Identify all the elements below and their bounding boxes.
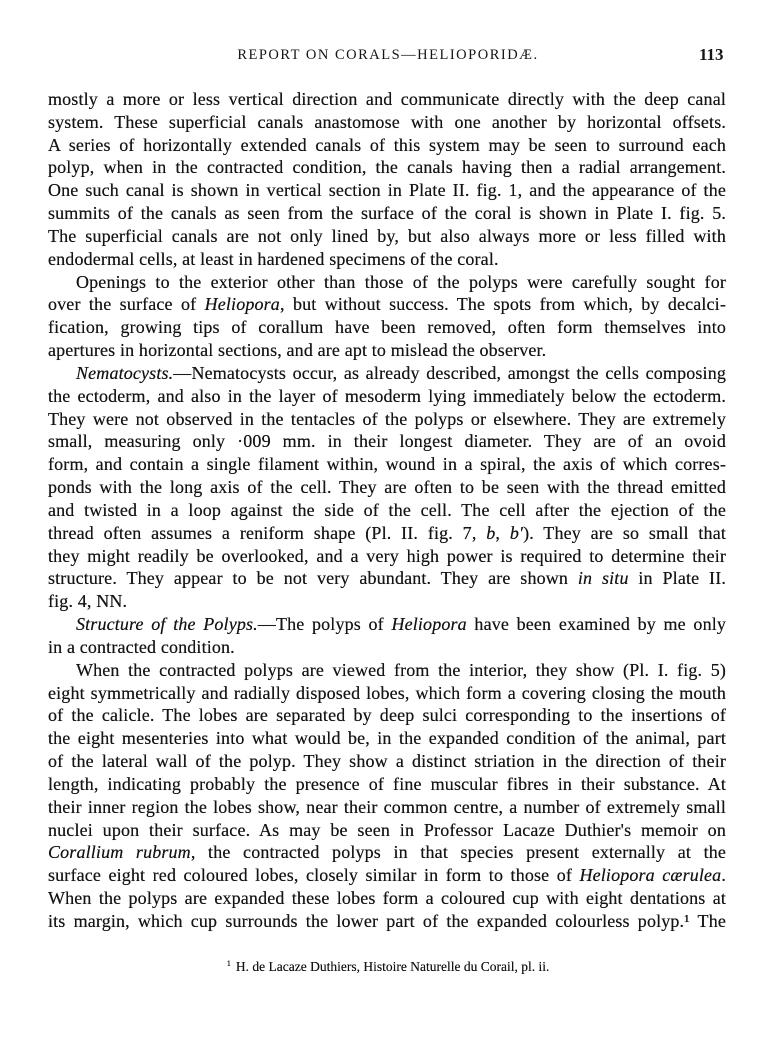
text-line bbox=[48, 841, 726, 864]
text-run: When the polyps are expanded these lobes form a coloured cup with eight dentations at bbox=[48, 887, 726, 908]
text-line bbox=[48, 385, 726, 408]
text-line bbox=[48, 613, 726, 636]
text-run: their inner region the lobes show, near their common centre, a number of extremely small bbox=[48, 796, 726, 817]
text-run: surface eight red coloured lobes, closely similar in form to those of bbox=[48, 865, 580, 886]
text-line bbox=[48, 864, 726, 887]
text-line bbox=[48, 499, 726, 522]
running-head: REPORT ON CORALS—HELIOPORIDÆ. bbox=[237, 47, 539, 63]
text-run: of the lateral wall of the polyp. They show a distinct striation in the direction of their bbox=[48, 751, 726, 772]
paragraph-structure-of-polyps bbox=[48, 613, 726, 659]
text-run: eight symmetrically and radially disposed lobes, which form a covering closing the mouth bbox=[48, 682, 726, 703]
text-run: When the contracted polyps are viewed from the interior, they show (Pl. I. fig. 5) bbox=[76, 659, 726, 680]
text-run: its margin, which cup surrounds the lower part of the expanded colourless polyp.¹ The bbox=[48, 910, 726, 931]
text-line bbox=[48, 636, 726, 659]
footnote-marker: 1 bbox=[226, 958, 231, 968]
text-run: and twisted in a loop against the side of the cell. The cell after the ejection of the bbox=[48, 499, 726, 520]
text-run: in a contracted condition. bbox=[48, 636, 235, 657]
footnote-text: H. de Lacaze Duthiers, Histoire Naturelle du Corail, pl. ii. bbox=[235, 959, 550, 974]
text-run: small, measuring only ·009 mm. in their longest diameter. They are of an ovoid bbox=[48, 431, 726, 452]
text-run: A series of horizontally extended canals of this system may be seen to surround each bbox=[48, 134, 726, 155]
text-line bbox=[48, 408, 726, 431]
text-run: the ectoderm, and also in the layer of mesoderm lying immediately below the ectoderm. bbox=[48, 385, 726, 406]
text-run: of the calicle. The lobes are separated by deep sulci corresponding to the insertions of bbox=[48, 705, 726, 726]
text-line bbox=[48, 88, 726, 111]
text-line bbox=[48, 750, 726, 773]
text-line bbox=[48, 271, 726, 294]
text-run: —The polyps of bbox=[257, 614, 392, 635]
italic-term: b bbox=[486, 522, 496, 543]
text-run: in Plate II. bbox=[628, 568, 726, 589]
paragraph-nematocysts bbox=[48, 362, 726, 613]
text-run: polyp, when in the contracted condition, the canals having then a radial arrangement. bbox=[48, 157, 726, 178]
italic-term: Nematocysts. bbox=[76, 362, 174, 383]
text-run: ponds with the long axis of the cell. They are often to be seen with the thread emitted bbox=[48, 477, 726, 498]
text-run: One such canal is shown in vertical section in Plate II. fig. 1, and the appearance of the bbox=[48, 180, 726, 201]
text-line bbox=[48, 796, 726, 819]
text-run: system. These superficial canals anastomose with one another by horizontal offsets. bbox=[48, 111, 726, 132]
text-line bbox=[48, 134, 726, 157]
text-run: ). They are so small that bbox=[523, 522, 726, 543]
text-line bbox=[48, 727, 726, 750]
text-line bbox=[48, 293, 726, 316]
text-run: endodermal cells, at least in hardened specimens of the coral. bbox=[48, 248, 499, 269]
text-run: fig. 4, NN. bbox=[48, 591, 128, 612]
text-run: , bbox=[495, 522, 510, 543]
text-run: fication, growing tips of corallum have been removed, often form themselves into bbox=[48, 317, 726, 338]
text-line bbox=[48, 704, 726, 727]
text-line bbox=[48, 659, 726, 682]
text-run: summits of the canals as seen from the surface of the coral is shown in Plate I. fig. 5. bbox=[48, 203, 726, 224]
text-run: apertures in horizontal sections, and are apt to mislead the observer. bbox=[48, 340, 547, 361]
text-line bbox=[48, 225, 726, 248]
footnote bbox=[0, 958, 776, 975]
text-run: —Nematocysts occur, as already described, amongst the cells composing bbox=[173, 362, 726, 383]
italic-term: in situ bbox=[577, 568, 629, 589]
text-run: . bbox=[721, 865, 726, 886]
text-line bbox=[48, 682, 726, 705]
text-line bbox=[48, 430, 726, 453]
text-line bbox=[48, 111, 726, 134]
text-line bbox=[48, 156, 726, 179]
text-run: over the surface of bbox=[48, 294, 205, 315]
text-line bbox=[48, 887, 726, 910]
text-line bbox=[48, 476, 726, 499]
italic-term: Corallium rubrum bbox=[48, 842, 191, 863]
text-run: mostly a more or less vertical direction and communicate directly with the deep canal bbox=[48, 89, 726, 109]
text-line bbox=[48, 522, 726, 545]
italic-term: Heliopora cærulea bbox=[579, 865, 722, 886]
italic-term: b′ bbox=[509, 522, 524, 543]
text-run: form, and contain a single filament within, wound in a spiral, the axis of which corres- bbox=[48, 454, 726, 475]
page-number: 113 bbox=[699, 45, 724, 64]
text-run: Openings to the exterior other than those of the polyps were carefully sought for bbox=[76, 271, 726, 292]
text-line bbox=[48, 590, 726, 613]
text-line bbox=[48, 567, 726, 590]
text-run: The superficial canals are not only lined by, but also always more or less filled with bbox=[48, 225, 726, 246]
italic-term: Structure of the Polyps. bbox=[76, 614, 258, 635]
text-line bbox=[48, 179, 726, 202]
text-line bbox=[48, 773, 726, 796]
text-run: They were not observed in the tentacles of the polyps or elsewhere. They are extremely bbox=[48, 408, 726, 429]
text-run: nuclei upon their surface. As may be seen in Professor Lacaze Duthier's memoir on bbox=[48, 819, 726, 840]
text-line bbox=[48, 453, 726, 476]
text-run: , the contracted polyps in that species present externally at the bbox=[190, 842, 727, 863]
text-run: they might readily be overlooked, and a very high power is required to determine their bbox=[48, 545, 726, 566]
text-run: the eight mesenteries into what would be, in the expanded condition of the animal, part bbox=[48, 728, 726, 749]
text-run: structure. They appear to be not very abundant. They are shown bbox=[48, 568, 578, 589]
text-line bbox=[48, 910, 726, 933]
text-line bbox=[48, 362, 726, 385]
text-line bbox=[48, 316, 726, 339]
paragraph-openings bbox=[48, 271, 726, 362]
text-line bbox=[48, 202, 726, 225]
text-line bbox=[48, 339, 726, 362]
paragraph-contracted-polyps bbox=[48, 659, 726, 933]
paragraph-canal-system-continued bbox=[48, 88, 726, 271]
text-line bbox=[48, 545, 726, 568]
text-line bbox=[48, 248, 726, 271]
text-run: thread often assumes a reniform shape (Pl. II. fig. 7, bbox=[48, 522, 487, 543]
italic-term: Heliopora bbox=[204, 294, 280, 315]
text-line bbox=[48, 819, 726, 842]
italic-term: Heliopora bbox=[391, 614, 467, 635]
body-text bbox=[48, 88, 726, 933]
text-run: have been examined by me only bbox=[466, 614, 727, 635]
text-run: length, indicating probably the presence of fine muscular fibres in their substance. At bbox=[48, 773, 726, 794]
text-run: , but without success. The spots from which, by decalci- bbox=[279, 294, 726, 315]
